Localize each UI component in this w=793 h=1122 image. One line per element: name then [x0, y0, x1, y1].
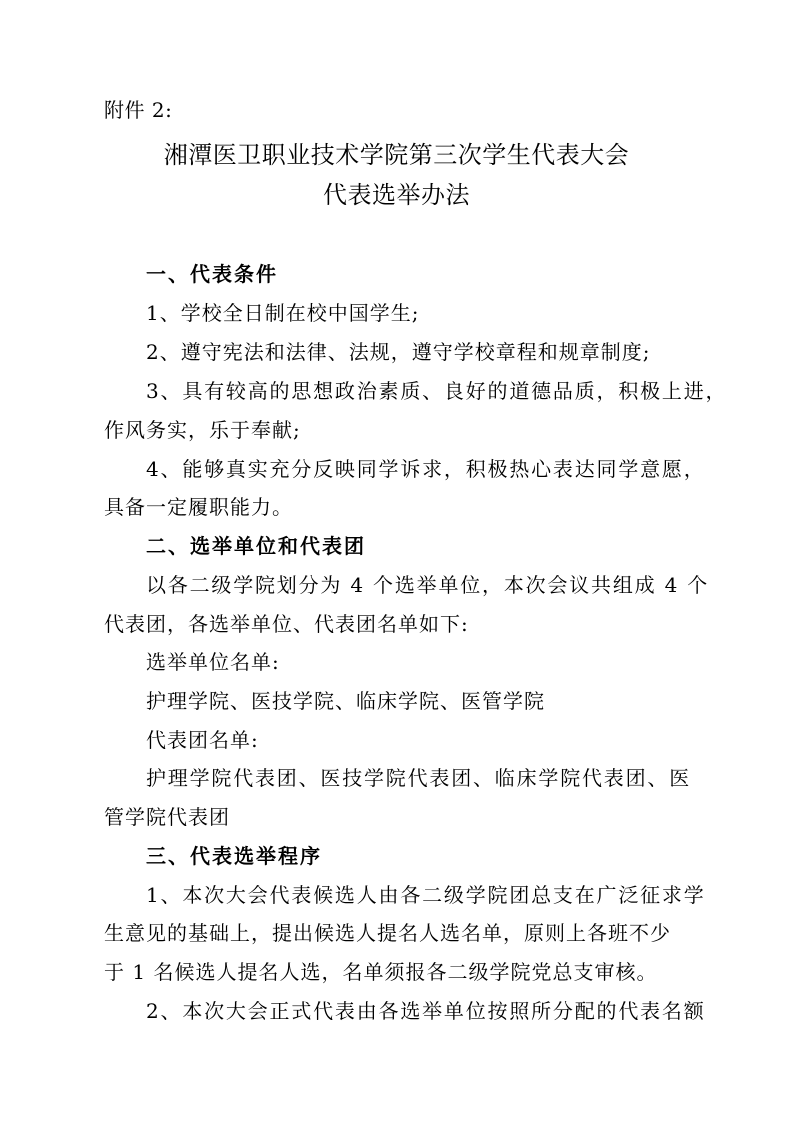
section3-line: 生意见的基础上，提出候选人提名人选名单，原则上各班不少 [104, 921, 671, 945]
section2-line: 护理学院、医技学院、临床学院、医管学院 [146, 689, 545, 713]
document-title-line1: 湘潭医卫职业技术学院第三次学生代表大会 [163, 141, 630, 169]
section1-line: 2、遵守宪法和法律、法规，遵守学校章程和规章制度; [146, 340, 651, 364]
section3-line: 1、本次大会代表候选人由各二级学院团总支在广泛征求学 [146, 883, 706, 907]
section3-line: 2、本次大会正式代表由各选举单位按照所分配的代表名额 [146, 999, 706, 1023]
section2-line: 管学院代表团 [104, 805, 230, 829]
section1-heading: 一、代表条件 [146, 262, 278, 286]
section2-line: 护理学院代表团、医技学院代表团、临床学院代表团、医 [146, 766, 691, 790]
annex-label: 附件 2: [104, 98, 173, 122]
section1-line: 作风务实，乐于奉献; [104, 418, 301, 442]
section2-line: 以各二级学院划分为 4 个选举单位，本次会议共组成 4 个 [146, 573, 710, 597]
section1-line: 4、能够真实充分反映同学诉求，积极热心表达同学意愿， [146, 457, 706, 481]
document-title-line2: 代表选举办法 [323, 181, 470, 209]
section1-line: 具备一定履职能力。 [104, 495, 293, 519]
section2-line: 选举单位名单: [146, 650, 280, 674]
section2-line: 代表团名单: [146, 728, 259, 752]
section1-line: 1、学校全日制在校中国学生; [146, 301, 420, 325]
section2-line: 代表团，各选举单位、代表团名单如下: [104, 612, 469, 636]
section1-line: 3、具有较高的思想政治素质、良好的道德品质，积极上进， [146, 379, 728, 403]
section3-line: 于 1 名候选人提名人选，名单须报各二级学院党总支审核。 [104, 960, 658, 984]
section3-heading: 三、代表选举程序 [146, 844, 322, 868]
section2-heading: 二、选举单位和代表团 [146, 534, 366, 558]
